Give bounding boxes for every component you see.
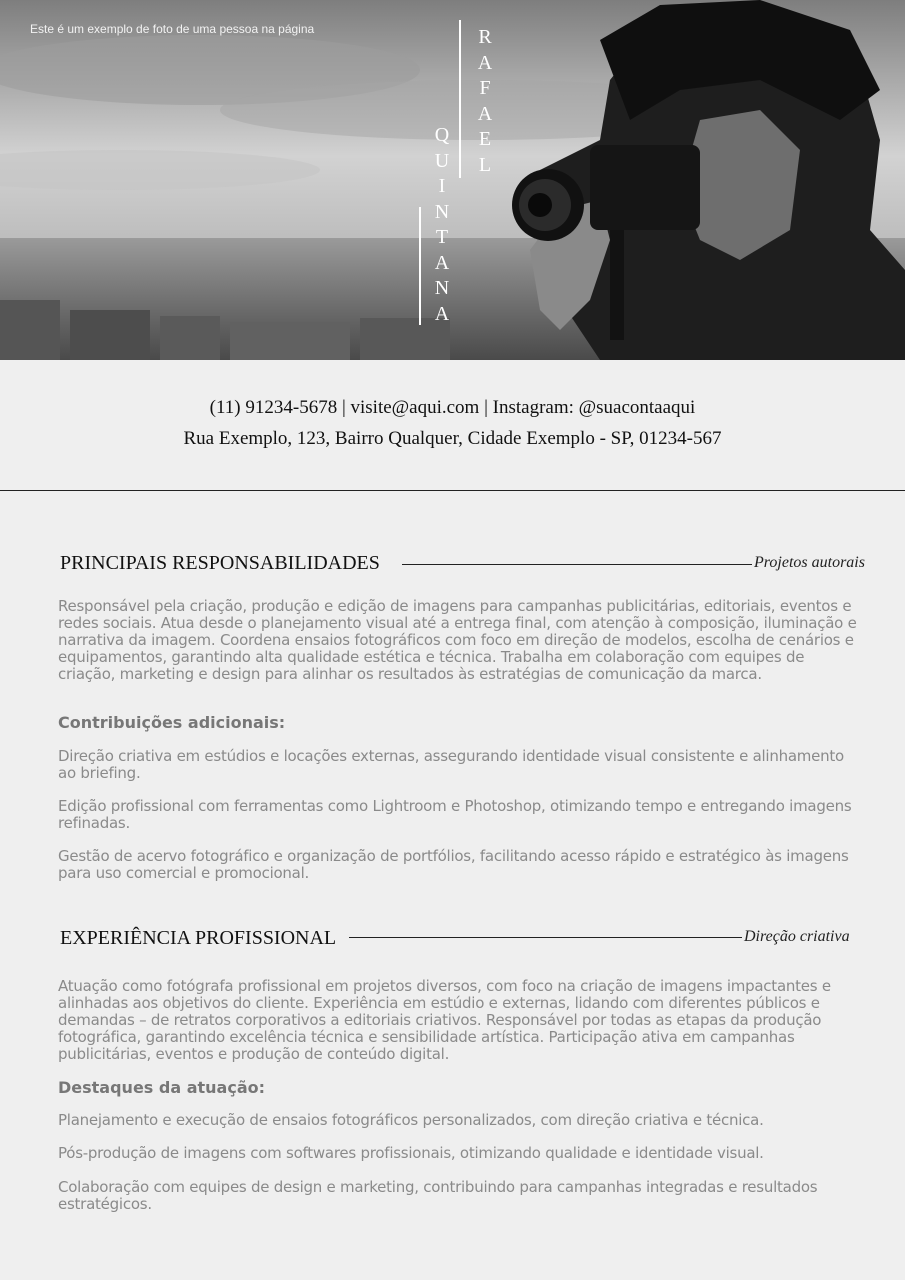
list-item: Gestão de acervo fotográfico e organização de portfólios, facilitando acesso rápido e estratégico às imagens para uso comercial e promocional. bbox=[58, 847, 849, 882]
name-letter: N bbox=[434, 277, 450, 299]
list-item: Colaboração com equipes de design e marketing, contribuindo para campanhas integradas e resultados estratégicos. bbox=[58, 1178, 818, 1213]
section-tag: Direção criativa bbox=[744, 928, 850, 945]
name-letter: L bbox=[478, 153, 492, 176]
list-item: Pós-produção de imagens com softwares profissionais, otimizando qualidade e identidade visual. bbox=[58, 1144, 764, 1162]
experience-subtitle: Destaques da atuação: bbox=[58, 1078, 266, 1097]
list-item: Planejamento e execução de ensaios fotográficos personalizados, com direção criativa e técnica. bbox=[58, 1111, 764, 1129]
name-letter: A bbox=[434, 251, 450, 274]
name-letter: A bbox=[434, 302, 450, 325]
section-tag: Projetos autorais bbox=[754, 554, 865, 571]
list-item: Edição profissional com ferramentas como Lightroom e Photoshop, otimizando tempo e entregando imagens refinadas. bbox=[58, 797, 852, 832]
section-title-experience: EXPERIÊNCIA PROFISSIONAL bbox=[60, 927, 337, 949]
name-letter: E bbox=[478, 128, 492, 150]
name-letter: R bbox=[478, 26, 492, 48]
section-title-rule bbox=[349, 937, 742, 938]
experience-summary: Atuação como fotógrafa profissional em projetos diversos, com foco na criação de imagens impactantes e alinhadas aos objetivos do cliente. Experiência em estúdio e externas, lidando com diferentes públicos e demandas – de retratos corporativos a editoriais criativos. Responsável por todas as etapas da produção fotográfica, garantindo excelência técnica e sensibilidade artística. Participação ativa em campanhas publicitárias, eventos e produção de conteúdo digital. bbox=[58, 977, 831, 1063]
responsibilities-subtitle: Contribuições adicionais: bbox=[58, 713, 286, 732]
first-name-divider bbox=[459, 20, 461, 178]
header-photo bbox=[0, 0, 905, 360]
photo-caption: Este é um exemplo de foto de uma pessoa na página bbox=[30, 22, 315, 36]
name-letter: A bbox=[477, 51, 493, 74]
name-letter: U bbox=[434, 149, 450, 172]
section-title-rule bbox=[402, 564, 752, 565]
photographer-photo-illustration bbox=[0, 0, 905, 360]
name-letter: A bbox=[477, 102, 493, 125]
list-item: Direção criativa em estúdios e locações externas, assegurando identidade visual consistente e alinhamento ao briefing. bbox=[58, 747, 844, 782]
name-letter: T bbox=[435, 226, 449, 248]
name-letter: I bbox=[438, 175, 446, 197]
section-divider bbox=[0, 490, 905, 491]
name-letter: F bbox=[479, 77, 491, 99]
name-letter: Q bbox=[434, 124, 450, 146]
contact-phone-email-instagram: (11) 91234-5678 | visite@aqui.com | Instagram: @suacontaaqui bbox=[209, 397, 696, 418]
section-title-responsibilities: PRINCIPAIS RESPONSABILIDADES bbox=[60, 552, 380, 574]
name-letter: N bbox=[434, 200, 450, 223]
contact-block bbox=[0, 392, 905, 454]
last-name-vertical bbox=[432, 123, 452, 327]
first-name-vertical bbox=[475, 25, 495, 178]
last-name-divider bbox=[419, 207, 421, 325]
contact-address: Rua Exemplo, 123, Bairro Qualquer, Cidade Exemplo - SP, 01234-567 bbox=[183, 428, 722, 449]
responsibilities-summary: Responsável pela criação, produção e edição de imagens para campanhas publicitárias, editoriais, eventos e redes sociais. Atua desde o planejamento visual até a entrega final, com atenção à composição, iluminação e narrativa da imagem. Coordena ensaios fotográficos com foco em direção de modelos, escolha de cenários e equipamentos, garantindo alta qualidade estética e técnica. Trabalha em colaboração com equipes de criação, marketing e design para alinhar os resultados às estratégias de comunicação da marca. bbox=[58, 597, 857, 683]
